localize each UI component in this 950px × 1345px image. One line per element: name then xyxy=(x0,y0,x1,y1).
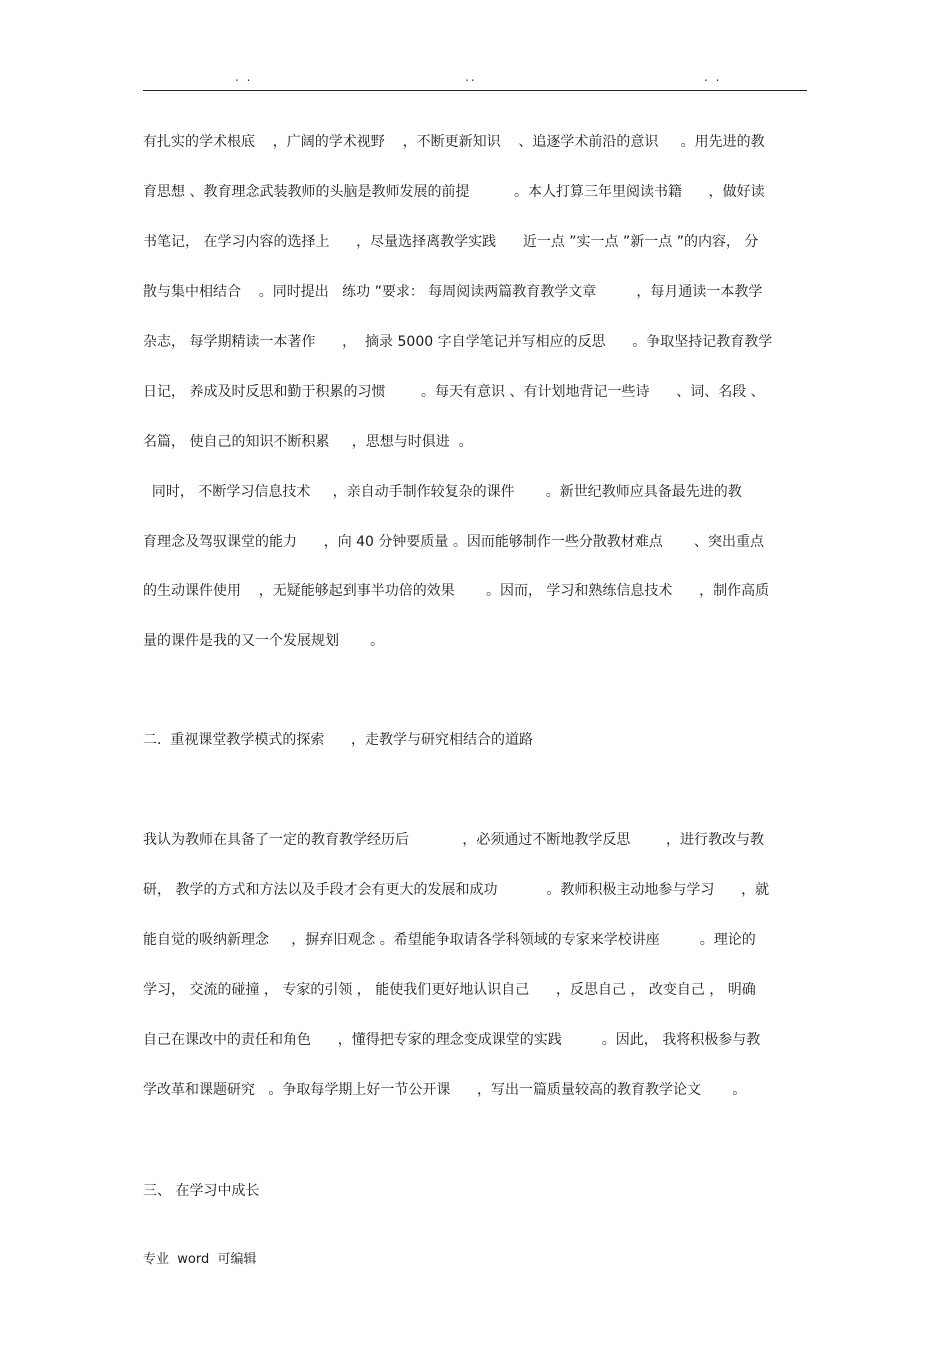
body-line: 我认为教师在具备了一定的教育教学经历后 ，必须通过不断地教学反思 ，进行教改与教 xyxy=(143,832,765,848)
body-line: 书笔记， 在学习内容的选择上 ，尽量选择离教学实践 近一点 ”实一点 ”新一点 ”的内容， 分 xyxy=(143,234,759,250)
body-line: 有扎实的学术根底 ，广阔的学术视野 ，不断更新知识 、追逐学术前沿的意识 。用先进的教 xyxy=(143,134,765,150)
body-line: 名篇， 使自己的知识不断积累 ，思想与时俱进 。 xyxy=(143,434,473,450)
header-center-dots: .. xyxy=(465,70,477,84)
body-line: 的生动课件使用 ，无疑能够起到事半功倍的效果 。因而， 学习和熟练信息技术 ，制作高质 xyxy=(143,583,770,599)
body-line: 研， 教学的方式和方法以及手段才会有更大的发展和成功 。教师积极主动地参与学习 ，就 xyxy=(143,882,770,898)
section-heading-3: 三、 在学习中成长 xyxy=(143,1183,260,1199)
section-heading-2: 二. 重视课堂教学模式的探索 ，走教学与研究相结合的道路 xyxy=(143,732,534,748)
header-right-dots: . . xyxy=(704,70,722,84)
header-rule xyxy=(143,90,807,91)
body-line: 杂志， 每学期精读一本著作 ， 摘录 5000 字自学笔记并写相应的反思 。争取坚持记教育教学 xyxy=(143,334,773,350)
body-line: 学习， 交流的碰撞 ， 专家的引领 ， 能使我们更好地认识自己 ，反思自己 ， 改变自己 ， 明确 xyxy=(143,982,756,998)
header-left-dots: . . xyxy=(235,70,253,84)
body-line: 自己在课改中的责任和角色 ，懂得把专家的理念变成课堂的实践 。因此， 我将积极参与教 xyxy=(143,1032,761,1048)
body-line: 能自觉的吸纳新理念 ，摒弃旧观念 。希望能争取请各学科领域的专家来学校讲座 。理论的 xyxy=(143,932,756,948)
body-line: 散与集中相结合 。同时提出 练功 ”要求： 每周阅读两篇教育教学文章 ，每月通读一本教学 xyxy=(143,284,763,300)
body-line: 量的课件是我的又一个发展规划 。 xyxy=(143,633,385,649)
body-line: 日记， 养成及时反思和勤于积累的习惯 。每天有意识 、有计划地背记一些诗 、词、名段 、 xyxy=(143,384,765,400)
body-line: 育理念及驾驭课堂的能力 ，向 40 分钟要质量 。因而能够制作一些分散教材难点 、突出重点 xyxy=(143,534,765,550)
body-line: 同时， 不断学习信息技术 ，亲自动手制作较复杂的课件 。新世纪教师应具备最先进的教 xyxy=(143,484,742,500)
body-line: 育思想 、教育理念武装教师的头脑是教师发展的前提 。本人打算三年里阅读书籍 ，做好读 xyxy=(143,184,765,200)
body-line: 学改革和课题研究 。争取每学期上好一节公开课 ，写出一篇质量较高的教育教学论文 。 xyxy=(143,1082,747,1098)
page-footer: 专业 word 可编辑 xyxy=(143,1252,257,1267)
